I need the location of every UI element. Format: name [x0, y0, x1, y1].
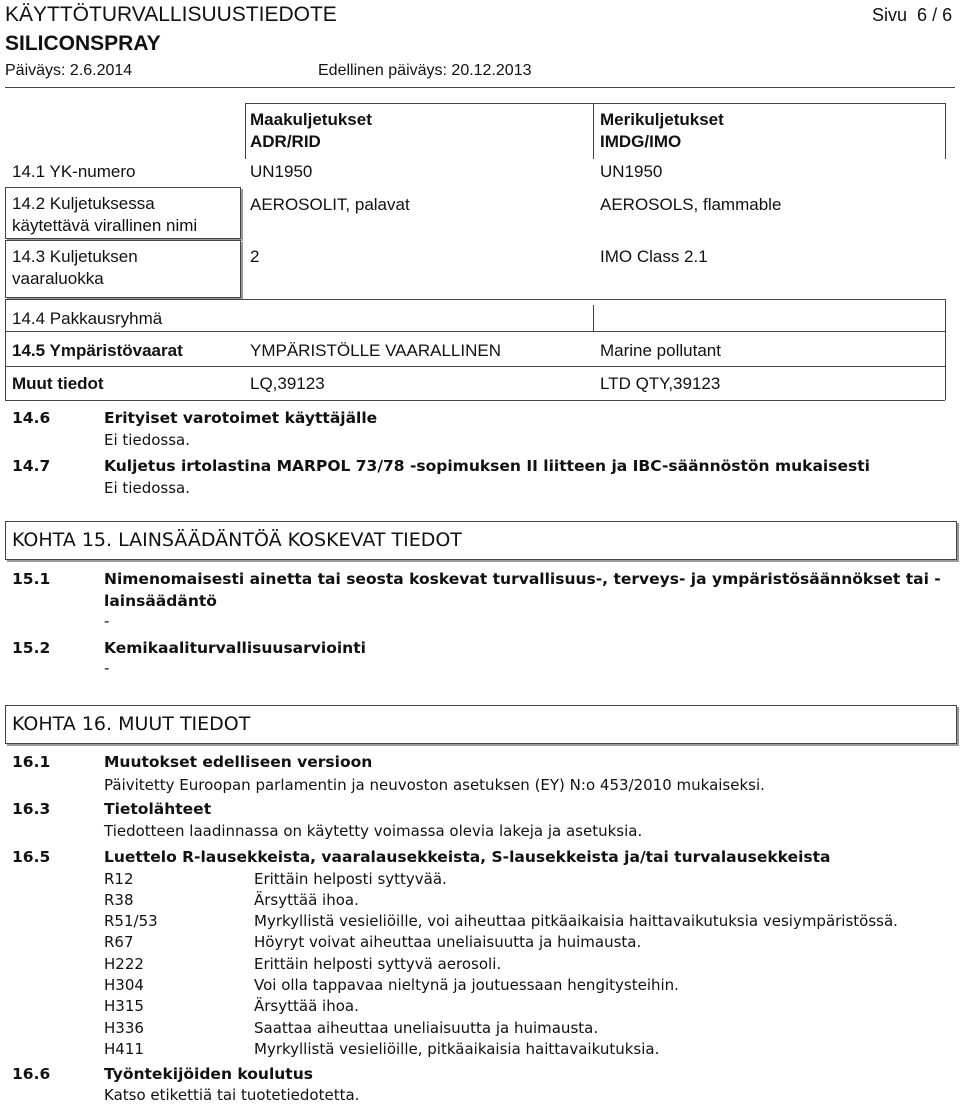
table-border	[5, 331, 945, 332]
column-header-line: Merikuljetukset	[600, 110, 724, 129]
product-name: SILICONSPRAY	[5, 32, 161, 55]
table-cell-road: 2	[250, 247, 260, 266]
subsection-text: Ei tiedossa.	[104, 479, 190, 497]
phrase-text: Ärsyttää ihoa.	[254, 997, 359, 1015]
subsection-title: Tietolähteet	[104, 800, 212, 818]
table-row-label: 14.1 YK-numero	[12, 162, 136, 181]
table-border	[945, 299, 946, 331]
table-row-label: Muut tiedot	[12, 374, 104, 393]
subsection-title: Luettelo R-lausekkeista, vaaralausekkeista, S-lausekkeista ja/tai turvalausekkeista	[104, 848, 831, 866]
table-border	[945, 103, 946, 159]
page-label: Sivu	[872, 5, 908, 25]
table-cell-sea: LTD QTY,39123	[600, 374, 721, 393]
table-row-label	[12, 193, 197, 237]
subsection-text: Katso etikettiä tai tuotetiedotetta.	[104, 1086, 360, 1104]
phrase-text: Myrkyllistä vesieliöille, pitkäaikaisia haittavaikutuksia.	[254, 1040, 660, 1058]
phrase-code: H222	[104, 955, 144, 973]
subsection-title: Erityiset varotoimet käyttäjälle	[104, 409, 378, 427]
subsection-text: Ei tiedossa.	[104, 431, 190, 449]
table-border	[5, 400, 945, 401]
page-total: 6	[942, 5, 953, 25]
subsection-number: 16.6	[12, 1065, 51, 1083]
table-row-label	[12, 246, 138, 290]
phrase-text: Ärsyttää ihoa.	[254, 891, 359, 909]
phrase-code: H315	[104, 997, 144, 1015]
subsection-text: -	[104, 659, 110, 677]
table-border	[5, 299, 945, 300]
subsection-number: 15.2	[12, 639, 51, 657]
phrase-text: Erittäin helposti syttyvä aerosoli.	[254, 955, 502, 973]
table-border	[5, 366, 945, 367]
header-divider	[5, 87, 955, 88]
subsection-title: Nimenomaisesti ainetta tai seosta koskevat turvallisuus-, terveys- ja ympäristösäännökset tai -	[104, 570, 941, 588]
subsection-title: Kemikaaliturvallisuusarviointi	[104, 639, 366, 657]
column-header-line: Maakuljetukset	[250, 110, 372, 129]
page-indicator	[872, 5, 952, 26]
table-border	[593, 305, 594, 331]
table-cell-sea: AEROSOLS, flammable	[600, 195, 782, 214]
section-16-heading: KOHTA 16. MUUT TIEDOT	[12, 713, 251, 735]
subsection-number: 16.3	[12, 800, 51, 818]
subsection-text: Tiedotteen laadinnassa on käytetty voimassa olevia lakeja ja asetuksia.	[104, 822, 643, 840]
phrase-code: R67	[104, 933, 134, 951]
subsection-title: Kuljetus irtolastina MARPOL 73/78 -sopimuksen II liitteen ja IBC-säännöstön mukaisesti	[104, 457, 870, 475]
subsection-text: Päivitetty Euroopan parlamentin ja neuvoston asetuksen (EY) N:o 453/2010 mukaiseksi.	[104, 776, 765, 794]
phrase-code: H411	[104, 1040, 144, 1058]
subsection-number: 14.6	[12, 409, 51, 427]
page-current: 6	[917, 5, 928, 25]
section-15-heading: KOHTA 15. LAINSÄÄDÄNTÖÄ KOSKEVAT TIEDOT	[12, 529, 462, 551]
table-border	[945, 331, 946, 366]
label-line: 14.3 Kuljetuksen	[12, 247, 138, 266]
table-border	[245, 103, 246, 159]
table-border	[5, 366, 6, 400]
subsection-title: Muutokset edelliseen versioon	[104, 753, 373, 771]
table-border	[5, 331, 6, 366]
table-cell-road: LQ,39123	[250, 374, 325, 393]
table-row-label: 14.5 Ympäristövaarat	[12, 341, 183, 360]
table-border	[945, 366, 946, 400]
subsection-number: 16.5	[12, 848, 51, 866]
previous-date: Edellinen päiväys: 20.12.2013	[318, 62, 532, 79]
table-border	[5, 299, 6, 331]
label-line: 14.2 Kuljetuksessa	[12, 194, 155, 213]
subsection-number: 15.1	[12, 570, 51, 588]
page-separator: /	[932, 5, 938, 25]
table-cell-road: YMPÄRISTÖLLE VAARALLINEN	[250, 341, 501, 360]
phrase-text: Voi olla tappavaa nieltynä ja joutuessaan hengitysteihin.	[254, 976, 679, 994]
subsection-text: -	[104, 612, 110, 630]
phrase-text: Saattaa aiheuttaa uneliaisuutta ja huimausta.	[254, 1019, 599, 1037]
table-row-label: 14.4 Pakkausryhmä	[12, 309, 163, 328]
label-line: vaaraluokka	[12, 269, 104, 288]
phrase-code: R12	[104, 870, 134, 888]
column-header-road	[250, 109, 372, 153]
table-cell-sea: UN1950	[600, 162, 663, 181]
column-header-sea	[600, 109, 724, 153]
phrase-code: R51/53	[104, 912, 158, 930]
table-border	[245, 103, 945, 104]
table-cell-sea: IMO Class 2.1	[600, 247, 708, 266]
document-title: KÄYTTÖTURVALLISUUSTIEDOTE	[5, 3, 337, 26]
subsection-number: 14.7	[12, 457, 51, 475]
phrase-code: R38	[104, 891, 134, 909]
issue-date: Päiväys: 2.6.2014	[5, 62, 133, 79]
subsection-number: 16.1	[12, 753, 51, 771]
column-header-line: IMDG/IMO	[600, 132, 682, 151]
label-line: käytettävä virallinen nimi	[12, 216, 198, 235]
table-cell-road: UN1950	[250, 162, 313, 181]
phrase-code: H336	[104, 1019, 144, 1037]
phrase-code: H304	[104, 976, 144, 994]
phrase-text: Höyryt voivat aiheuttaa uneliaisuutta ja huimausta.	[254, 933, 642, 951]
column-header-line: ADR/RID	[250, 132, 321, 151]
subsection-title: Työntekijöiden koulutus	[104, 1065, 313, 1083]
phrase-text: Erittäin helposti syttyvää.	[254, 870, 447, 888]
subsection-title-continued: lainsäädäntö	[104, 592, 217, 610]
phrase-text: Myrkyllistä vesieliöille, voi aiheuttaa pitkäaikaisia haittavaikutuksia vesiympäristössä.	[254, 912, 898, 930]
table-cell-sea: Marine pollutant	[600, 341, 721, 360]
table-cell-road: AEROSOLIT, palavat	[250, 195, 410, 214]
table-border	[593, 103, 594, 159]
